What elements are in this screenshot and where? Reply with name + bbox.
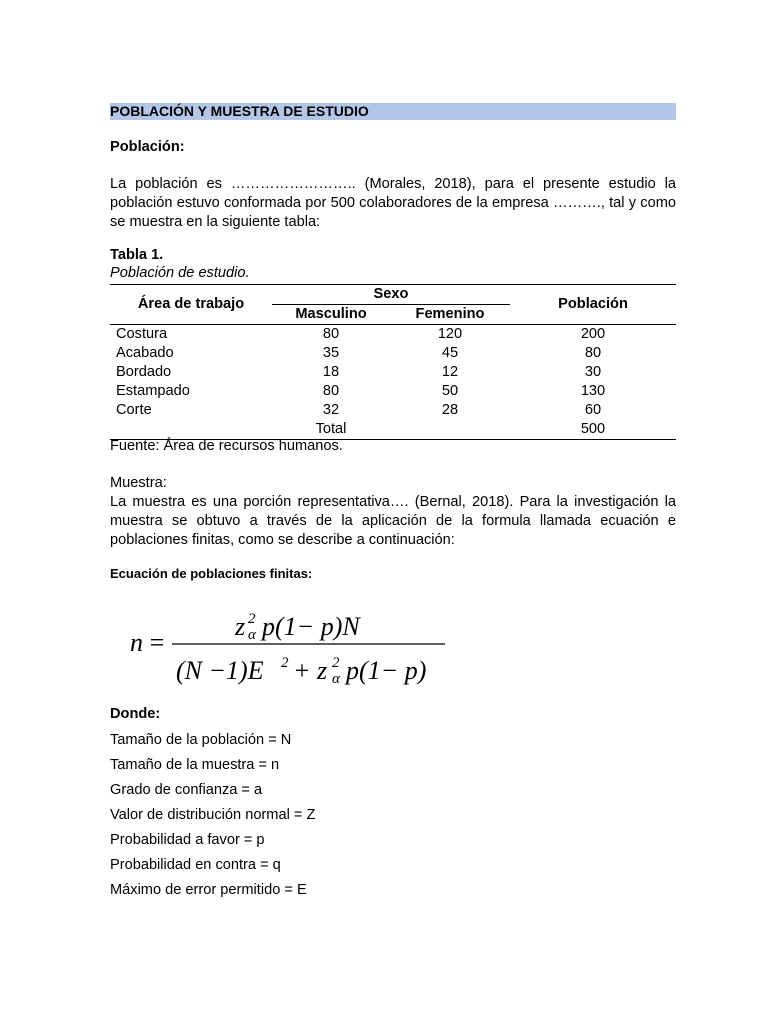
cell-femenino: 45 [441,345,459,361]
table-total-row [110,420,676,440]
cell-area: Estampado [116,383,190,399]
svg-text:z: z [235,612,246,641]
ecuacion-label: Ecuación de poblaciones finitas: [110,566,313,581]
muestra-paragraph: La muestra es una porción representativa…. (Bernal, 2018). Para la investigación la muestra se obtuvo a través de la aplicación de la formula llamada ecuación e poblaciones finitas, como se describe a continuación: [110,494,676,548]
table-caption-subtitle: Población de estudio. [110,265,250,281]
table-row [110,363,676,382]
svg-text:n: n [130,628,143,657]
cell-femenino: 120 [437,326,463,342]
cell-masculino: 18 [322,364,340,380]
header-femenino: Femenino [390,305,510,325]
cell-masculino: 35 [322,345,340,361]
cell-area: Bordado [116,364,172,380]
definition-item: Tamaño de la muestra = n [110,757,280,773]
definition-item: Tamaño de la población = N [110,732,292,748]
table-row [110,401,676,420]
cell-femenino: 50 [441,383,459,399]
cell-area: Corte [116,402,152,418]
table-row [110,344,676,363]
svg-text:2: 2 [248,611,256,627]
header-sexo [272,285,510,306]
svg-text:2: 2 [332,655,340,671]
header-sexo-label: Sexo [272,285,510,305]
definition-item: Valor de distribución normal = Z [110,807,316,823]
definition-item: Grado de confianza = a [110,782,263,798]
cell-masculino: 32 [322,402,340,418]
population-table [110,284,676,440]
cell-poblacion: 30 [584,364,602,380]
finite-population-formula [130,605,470,690]
cell-poblacion: 130 [580,383,606,399]
svg-text:2: 2 [281,655,289,671]
poblacion-label: Población: [110,139,185,155]
svg-text:p(1− p)N: p(1− p)N [262,612,360,641]
total-value: 500 [580,421,606,437]
header-poblacion: Población [510,285,676,325]
definition-item: Probabilidad en contra = q [110,857,281,873]
definition-item: Probabilidad a favor = p [110,832,265,848]
table-source: Fuente: Área de recursos humanos. [110,438,343,454]
svg-text:α: α [332,671,340,687]
donde-label: Donde: [110,706,161,722]
svg-text:(N −1)E: (N −1)E [176,656,264,685]
poblacion-paragraph: La población es …………………….. (Morales, 2018), para el presente estudio la población estuvo conformada por 500 colaboradores de la empresa ………., tal y como se muestra en la siguiente tabla: [110,176,676,230]
cell-poblacion: 60 [584,402,602,418]
cell-area: Costura [116,326,168,342]
cell-femenino: 12 [441,364,459,380]
cell-area: Acabado [116,345,174,361]
cell-poblacion: 200 [580,326,606,342]
section-heading: POBLACIÓN Y MUESTRA DE ESTUDIO [110,103,676,120]
svg-text:α: α [248,627,256,643]
svg-text:=: = [148,628,166,657]
svg-text:p(1− p): p(1− p) [346,656,427,685]
definition-item: Máximo de error permitido = E [110,882,307,898]
svg-text:+ z: + z [293,656,328,685]
table-row [110,325,676,345]
total-label: Total [315,421,347,437]
cell-poblacion: 80 [584,345,602,361]
header-area: Área de trabajo [110,285,272,325]
cell-femenino: 28 [441,402,459,418]
header-masculino: Masculino [272,305,390,325]
cell-masculino: 80 [322,383,340,399]
muestra-label: Muestra: [110,475,167,491]
cell-masculino: 80 [322,326,340,342]
table-caption-title: Tabla 1. [110,247,164,263]
table-row [110,382,676,401]
